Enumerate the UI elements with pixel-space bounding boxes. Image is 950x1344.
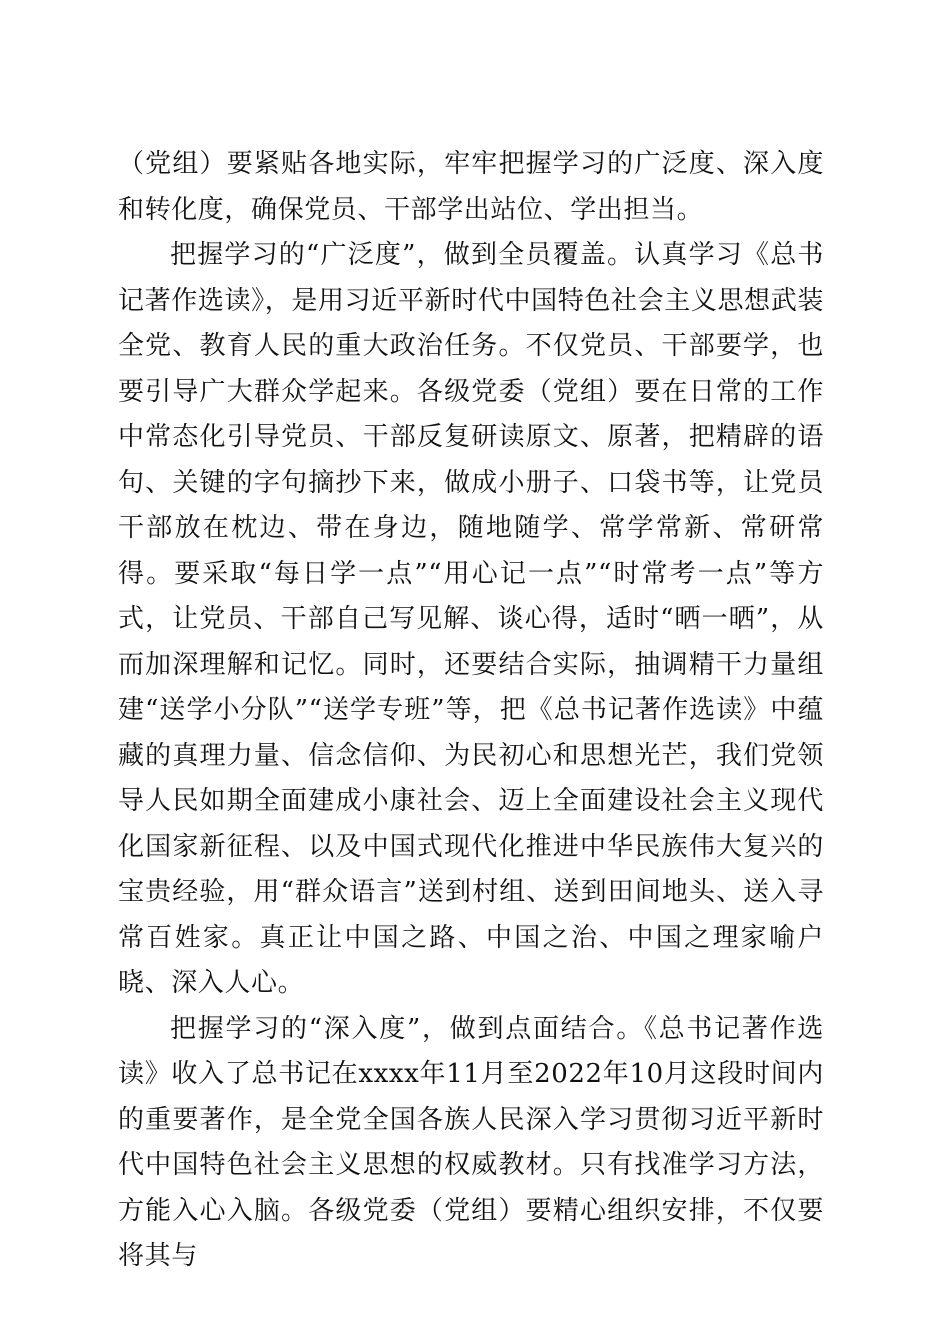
- document-body: [118, 142, 824, 1280]
- paragraph-depth: 把握学习的“深入度”，做到点面结合。《总书记著作选读》收入了总书记在xxxx年11月至2022年10月这段时间内的重要著作，是全党全国各族人民深入学习贯彻习近平新时代中国特色社会主义思想的权威教材。只有找准学习方法，方能入心入脑。各级党委（党组）要精心组织安排，不仅要将其与: [118, 1013, 824, 1271]
- paragraph-continuation: （党组）要紧贴各地实际，牢牢把握学习的广泛度、深入度和转化度，确保党员、干部学出站位、学出担当。: [118, 149, 824, 225]
- paragraph-breadth: 把握学习的“广泛度”，做到全员覆盖。认真学习《总书记著作选读》，是用习近平新时代中国特色社会主义思想武装全党、教育人民的重大政治任务。不仅党员、干部要学，也要引导广大群众学起来。各级党委（党组）要在日常的工作中常态化引导党员、干部反复研读原文、原著，把精辟的语句、关键的字句摘抄下来，做成小册子、口袋书等，让党员干部放在枕边、带在身边，随地随学、常学常新、常研常得。要采取“每日学一点”“用心记一点”“时常考一点”等方式，让党员、干部自己写见解、谈心得，适时“晒一晒”，从而加深理解和记忆。同时，还要结合实际，抽调精干力量组建“送学小分队”“送学专班”等，把《总书记著作选读》中蕴藏的真理力量、信念信仰、为民初心和思想光芒，我们党领导人民如期全面建成小康社会、迈上全面建设社会主义现代化国家新征程、以及中国式现代化推进中华民族伟大复兴的宝贵经验，用“群众语言”送到村组、送到田间地头、送入寻常百姓家。真正让中国之路、中国之治、中国之理家喻户晓、深入人心。: [118, 240, 824, 998]
